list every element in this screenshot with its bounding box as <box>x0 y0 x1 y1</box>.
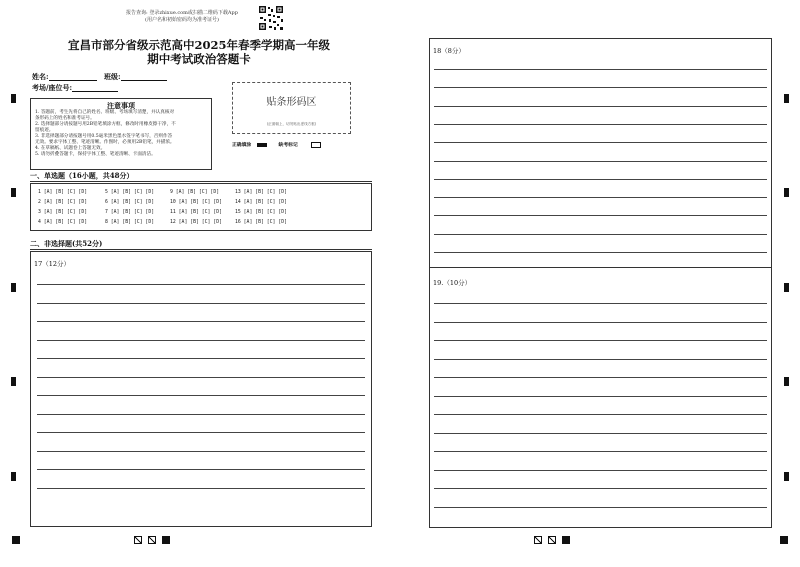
writing-line <box>434 470 767 471</box>
timing-mark <box>784 283 789 292</box>
timing-mark <box>784 188 789 197</box>
login-hint: (用户名和初始密码均为准考证号) <box>145 17 219 23</box>
class-label: 班级: <box>104 72 121 81</box>
mc-question-1[interactable]: 1 [A] [B] [C] [D] <box>38 190 88 195</box>
writing-line <box>434 142 767 143</box>
name-field[interactable] <box>32 72 97 81</box>
missing-exam-label: 缺考标记 <box>278 142 298 148</box>
page-title: 宜昌市部分省级示范高中2025年春季学期高一年级 <box>67 38 330 52</box>
writing-line <box>37 395 365 396</box>
mc-question-2[interactable]: 2 [A] [B] [C] [D] <box>38 200 88 205</box>
writing-line <box>434 69 767 70</box>
timing-mark <box>11 188 16 197</box>
page-code-mark-icon <box>134 536 142 544</box>
writing-line <box>434 215 767 216</box>
notice-line: 3. 非选择题部分请按题号用0.5毫米黑色墨水签字笔书写，否则作答 <box>35 134 173 139</box>
writing-line <box>434 507 767 508</box>
writing-line <box>434 433 767 434</box>
writing-line <box>434 396 767 397</box>
name-label: 姓名: <box>32 72 49 81</box>
mc-question-6[interactable]: 6 [A] [B] [C] [D] <box>105 200 155 205</box>
mc-question-14[interactable]: 14 [A] [B] [C] [D] <box>235 200 287 205</box>
writing-line <box>434 87 767 88</box>
writing-line <box>37 321 365 322</box>
notice-line: 条形码上的姓名和准考证号。 <box>35 116 95 121</box>
mc-question-15[interactable]: 15 [A] [B] [C] [D] <box>235 210 287 215</box>
page-subtitle: 期中考试政治答题卡 <box>147 52 251 66</box>
mc-question-10[interactable]: 10 [A] [B] [C] [D] <box>170 200 222 205</box>
report-query-notice: 报告查询: 登录zhixue.com或扫描二维码下载App <box>126 10 238 16</box>
corner-mark <box>12 536 20 544</box>
timing-mark <box>11 283 16 292</box>
timing-mark <box>784 472 789 481</box>
writing-line <box>434 451 767 452</box>
room-seat-field[interactable] <box>32 83 118 92</box>
writing-line <box>434 252 767 253</box>
notice-line: 4. 在草稿纸、试题卷上答题无效。 <box>35 146 106 151</box>
timing-mark <box>784 377 789 386</box>
correct-fill-label: 正确填涂 <box>232 142 252 148</box>
mc-question-11[interactable]: 11 [A] [B] [C] [D] <box>170 210 222 215</box>
answer-box-q19[interactable] <box>429 267 772 528</box>
page-code-mark-icon <box>534 536 542 544</box>
writing-line <box>37 303 365 304</box>
section-divider <box>30 249 372 250</box>
writing-line <box>37 340 365 341</box>
barcode-area <box>232 82 351 134</box>
notice-line: 1. 答题前，考生先将自己的姓名、班级、考场填写清楚，并认真核对 <box>35 110 175 115</box>
mc-question-13[interactable]: 13 [A] [B] [C] [D] <box>235 190 287 195</box>
notice-line: 无效。要求字体工整、笔迹清晰。作图时，必须用2B铅笔，并描浓。 <box>35 140 175 145</box>
writing-line <box>434 303 767 304</box>
notice-title: 注意事项 <box>107 101 135 110</box>
writing-line <box>434 197 767 198</box>
writing-line <box>434 179 767 180</box>
fill-marks-row <box>232 141 351 148</box>
writing-line <box>37 377 365 378</box>
writing-line <box>37 469 365 470</box>
mc-question-4[interactable]: 4 [A] [B] [C] [D] <box>38 220 88 225</box>
room-seat-label: 考场/座位号: <box>32 83 73 92</box>
timing-mark <box>11 377 16 386</box>
missing-exam-checkbox[interactable] <box>311 142 321 148</box>
writing-line <box>434 161 767 162</box>
question-17-label: 17（12分） <box>34 260 71 268</box>
multiple-choice-box <box>30 183 372 231</box>
notice-line: 留痕迹。 <box>35 128 54 133</box>
writing-line <box>37 414 365 415</box>
timing-mark <box>784 94 789 103</box>
corner-mark <box>780 536 788 544</box>
mc-question-12[interactable]: 12 [A] [B] [C] [D] <box>170 220 222 225</box>
notice-line: 5. 请勿折叠答题卡，保持字体工整、笔迹清晰、卡面清洁。 <box>35 152 156 157</box>
mc-question-5[interactable]: 5 [A] [B] [C] [D] <box>105 190 155 195</box>
question-19-label: 19.（10分） <box>433 279 472 287</box>
mc-question-3[interactable]: 3 [A] [B] [C] [D] <box>38 210 88 215</box>
writing-line <box>37 451 365 452</box>
page-code-mark-icon <box>548 536 556 544</box>
answer-box-q17[interactable] <box>30 251 372 527</box>
notice-line: 2. 选择题部分请按题号用2B铅笔填涂方框，修改时用橡皮擦干净，不 <box>35 122 176 127</box>
section-non-choice-title: 二、非选择题(共52分) <box>30 239 103 248</box>
section-divider <box>30 181 372 182</box>
mc-question-9[interactable]: 9 [A] [B] [C] [D] <box>170 190 220 195</box>
writing-line <box>434 340 767 341</box>
timing-mark <box>11 472 16 481</box>
mc-question-8[interactable]: 8 [A] [B] [C] [D] <box>105 220 155 225</box>
class-field[interactable] <box>104 72 167 81</box>
writing-line <box>434 414 767 415</box>
writing-line <box>434 322 767 323</box>
question-18-label: 18（8分） <box>433 47 465 55</box>
correct-fill-sample-icon <box>257 143 267 147</box>
writing-line <box>434 106 767 107</box>
qr-code-icon <box>258 5 284 31</box>
barcode-note: (正面朝上，切勿贴出虚线方框) <box>266 122 317 126</box>
notice-box <box>30 98 212 170</box>
writing-line <box>37 358 365 359</box>
writing-line <box>37 488 365 489</box>
mc-question-7[interactable]: 7 [A] [B] [C] [D] <box>105 210 155 215</box>
writing-line <box>434 377 767 378</box>
mc-question-16[interactable]: 16 [A] [B] [C] [D] <box>235 220 287 225</box>
writing-line <box>37 432 365 433</box>
page-code-mark-icon <box>148 536 156 544</box>
writing-line <box>37 284 365 285</box>
writing-line <box>434 234 767 235</box>
barcode-title: 贴条形码区 <box>266 97 317 108</box>
page-code-mark <box>562 536 570 544</box>
writing-line <box>434 359 767 360</box>
writing-line <box>434 488 767 489</box>
page-code-mark <box>162 536 170 544</box>
writing-line <box>434 124 767 125</box>
section-single-choice-title: 一、单选题（16小题，共48分） <box>30 171 134 180</box>
timing-mark <box>11 94 16 103</box>
answer-box-q18[interactable] <box>429 38 772 268</box>
